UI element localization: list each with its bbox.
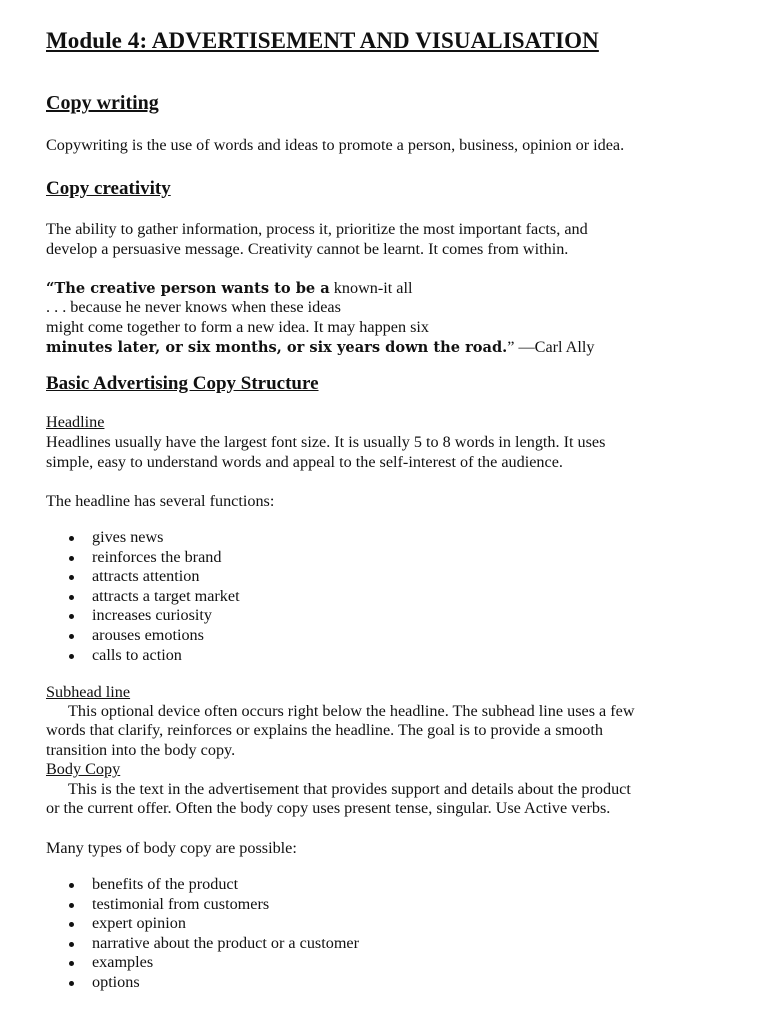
body-line-1-text: This is the text in the advertisement that provides support and details about the product: [68, 780, 631, 798]
quote-line-1: [46, 278, 412, 299]
subhead-line-3: transition into the body copy.: [46, 741, 236, 759]
functions-list: [46, 528, 240, 665]
quote-line-4-rest: ” —Carl Ally: [507, 338, 595, 356]
copy-writing-text: Copywriting is the use of words and ideas to promote a person, business, opinion or idea.: [46, 136, 625, 154]
body-line-1: [46, 779, 631, 799]
list-item: attracts a target market: [46, 587, 240, 607]
types-intro: Many types of body copy are possible:: [46, 839, 297, 857]
body-copy-label: Body Copy: [46, 760, 121, 778]
headline-line-2: simple, easy to understand words and appeal to the self-interest of the audience.: [46, 453, 563, 471]
heading-copy-creativity: Copy creativity: [46, 178, 171, 199]
list-item: calls to action: [46, 646, 240, 666]
heading-copy-writing: Copy writing: [46, 92, 159, 114]
list-item: expert opinion: [46, 914, 359, 934]
page-title: Module 4: ADVERTISEMENT AND VISUALISATION: [46, 28, 599, 53]
body-line-2: or the current offer. Often the body copy uses present tense, singular. Use Active verbs.: [46, 799, 611, 817]
heading-basic-structure: Basic Advertising Copy Structure: [46, 373, 319, 394]
headline-label: Headline: [46, 413, 105, 431]
quote-line-4-bold: minutes later, or six months, or six years down the road.: [46, 339, 508, 356]
headline-line-1: Headlines usually have the largest font size. It is usually 5 to 8 words in length. It uses: [46, 433, 606, 451]
list-item: options: [46, 973, 359, 993]
functions-intro: The headline has several functions:: [46, 492, 275, 510]
list-item: attracts attention: [46, 567, 240, 587]
quote-line-1-rest: known-it all: [329, 279, 413, 297]
list-item: narrative about the product or a customer: [46, 934, 359, 954]
list-item: benefits of the product: [46, 875, 359, 895]
quote-line-1-bold: “The creative person wants to be a: [46, 280, 330, 297]
list-item: arouses emotions: [46, 626, 240, 646]
list-item: gives news: [46, 528, 240, 548]
quote-line-2: . . . because he never knows when these ideas: [46, 298, 341, 316]
types-list: [46, 875, 359, 993]
subhead-line-1: [46, 701, 635, 721]
creativity-para-line-1: The ability to gather information, process it, prioritize the most important facts, and: [46, 220, 588, 238]
creativity-para-line-2: develop a persuasive message. Creativity cannot be learnt. It comes from within.: [46, 240, 569, 258]
list-item: testimonial from customers: [46, 895, 359, 915]
subhead-line-1-text: This optional device often occurs right below the headline. The subhead line uses a few: [68, 702, 635, 720]
subhead-label: Subhead line: [46, 683, 131, 701]
quote-line-3: might come together to form a new idea. It may happen six: [46, 318, 429, 336]
list-item: increases curiosity: [46, 606, 240, 626]
list-item: reinforces the brand: [46, 548, 240, 568]
subhead-line-2: words that clarify, reinforces or explains the headline. The goal is to provide a smooth: [46, 721, 603, 739]
quote-line-4: [46, 337, 594, 358]
list-item: examples: [46, 953, 359, 973]
